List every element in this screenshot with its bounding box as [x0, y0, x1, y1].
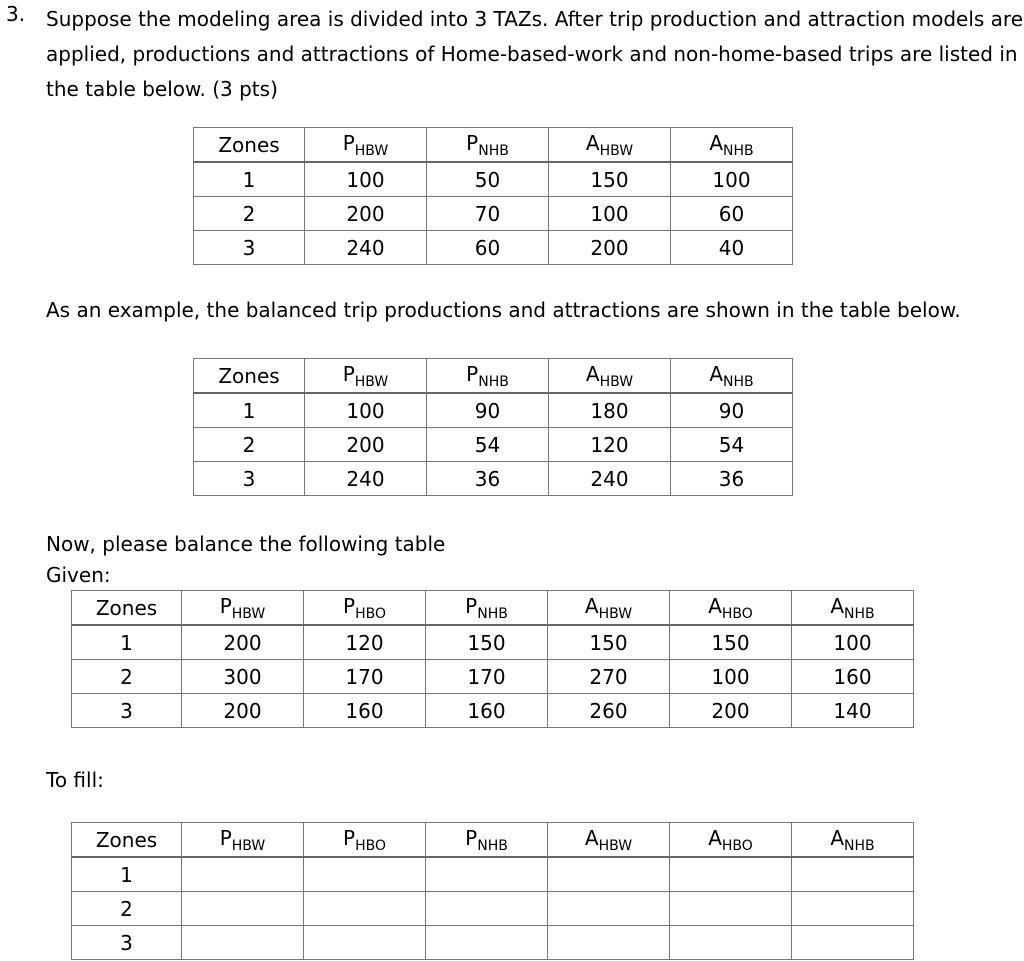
- column-header-symbol: Zones: [218, 363, 280, 388]
- value-cell: 180: [549, 393, 671, 428]
- column-header-subscript: HBO: [355, 606, 386, 622]
- column-header-subscript: NHB: [477, 838, 508, 854]
- table-row: [194, 231, 793, 265]
- value-cell: 50: [427, 162, 549, 197]
- column-header: [305, 359, 427, 394]
- question-number: 3.: [6, 2, 26, 26]
- value-cell: 160: [304, 694, 426, 728]
- value-cell: [792, 857, 914, 892]
- table-row: [194, 462, 793, 496]
- to-fill-label: To fill:: [46, 768, 104, 792]
- value-cell: [792, 926, 914, 960]
- table-row: [72, 857, 914, 892]
- column-header: [549, 359, 671, 394]
- value-cell: 60: [427, 231, 549, 265]
- table-row: [72, 660, 914, 694]
- value-cell: 200: [670, 694, 792, 728]
- column-header: [548, 591, 670, 626]
- column-header-subscript: NHB: [723, 374, 754, 390]
- value-cell: [548, 892, 670, 926]
- column-header: [182, 823, 304, 858]
- value-cell: [792, 892, 914, 926]
- value-cell: 36: [671, 462, 793, 496]
- zone-cell: 1: [72, 857, 182, 892]
- value-cell: 100: [305, 393, 427, 428]
- question-line: the table below. (3 pts): [46, 77, 278, 101]
- table-row: [72, 694, 914, 728]
- column-header-symbol: A: [585, 131, 600, 155]
- value-cell: 170: [304, 660, 426, 694]
- initial-productions-attractions-table: [193, 127, 793, 265]
- column-header: [72, 823, 182, 858]
- value-cell: [426, 926, 548, 960]
- column-header-symbol: P: [219, 594, 232, 618]
- question-text: [46, 2, 1022, 107]
- value-cell: 200: [305, 197, 427, 231]
- column-header-symbol: P: [343, 826, 356, 850]
- value-cell: [426, 857, 548, 892]
- column-header-symbol: P: [465, 826, 478, 850]
- value-cell: 54: [671, 428, 793, 462]
- value-cell: [548, 857, 670, 892]
- column-header: [670, 823, 792, 858]
- column-header-subscript: HBW: [598, 838, 633, 854]
- value-cell: [304, 926, 426, 960]
- table-row: [72, 892, 914, 926]
- value-cell: 90: [427, 393, 549, 428]
- column-header-symbol: P: [465, 594, 478, 618]
- column-header: [304, 823, 426, 858]
- value-cell: 90: [671, 393, 793, 428]
- column-header-symbol: P: [466, 362, 479, 386]
- column-header-symbol: A: [830, 826, 845, 850]
- column-header: [72, 591, 182, 626]
- column-header-subscript: HBW: [354, 143, 389, 159]
- column-header: [182, 591, 304, 626]
- value-cell: 200: [182, 694, 304, 728]
- column-header: [548, 823, 670, 858]
- value-cell: 150: [670, 625, 792, 660]
- zone-cell: 2: [194, 428, 305, 462]
- value-cell: 120: [549, 428, 671, 462]
- column-header-subscript: HBW: [599, 143, 634, 159]
- to-fill-table: [71, 822, 914, 960]
- value-cell: 100: [305, 162, 427, 197]
- column-header-subscript: HBW: [599, 374, 634, 390]
- column-header: [549, 128, 671, 163]
- column-header: [671, 128, 793, 163]
- column-header: [305, 128, 427, 163]
- value-cell: 36: [427, 462, 549, 496]
- example-text: As an example, the balanced trip productions and attractions are shown in the table below.: [46, 298, 961, 322]
- value-cell: 100: [670, 660, 792, 694]
- column-header-symbol: P: [342, 131, 355, 155]
- column-header-symbol: A: [584, 594, 599, 618]
- table-row: [72, 926, 914, 960]
- column-header-subscript: HBO: [355, 838, 386, 854]
- value-cell: 150: [548, 625, 670, 660]
- value-cell: [182, 857, 304, 892]
- column-header-subscript: NHB: [477, 606, 508, 622]
- value-cell: 240: [549, 462, 671, 496]
- zone-cell: 3: [194, 231, 305, 265]
- table-row: [72, 625, 914, 660]
- column-header: [670, 591, 792, 626]
- value-cell: [182, 892, 304, 926]
- column-header-subscript: HBW: [231, 606, 266, 622]
- zone-cell: 3: [194, 462, 305, 496]
- value-cell: 100: [549, 197, 671, 231]
- value-cell: 70: [427, 197, 549, 231]
- column-header-subscript: NHB: [723, 143, 754, 159]
- column-header-subscript: HBW: [598, 606, 633, 622]
- column-header-symbol: Zones: [95, 595, 158, 620]
- value-cell: 240: [305, 462, 427, 496]
- column-header: [426, 591, 548, 626]
- column-header-symbol: Zones: [218, 132, 280, 157]
- table-row: [194, 162, 793, 197]
- value-cell: 200: [549, 231, 671, 265]
- column-header-subscript: NHB: [844, 606, 875, 622]
- column-header-subscript: HBO: [721, 606, 753, 622]
- now-text: Now, please balance the following table: [46, 532, 446, 556]
- column-header-subscript: NHB: [478, 374, 509, 390]
- value-cell: 270: [548, 660, 670, 694]
- zone-cell: 1: [194, 393, 305, 428]
- value-cell: [670, 892, 792, 926]
- value-cell: 120: [304, 625, 426, 660]
- column-header: [427, 359, 549, 394]
- value-cell: 200: [305, 428, 427, 462]
- value-cell: [304, 892, 426, 926]
- value-cell: 160: [792, 660, 914, 694]
- given-label: Given:: [46, 563, 111, 587]
- value-cell: 150: [426, 625, 548, 660]
- zone-cell: 2: [194, 197, 305, 231]
- zone-cell: 1: [72, 625, 182, 660]
- value-cell: 54: [427, 428, 549, 462]
- question-line: Suppose the modeling area is divided into 3 TAZs. After trip production and attraction models are: [46, 7, 1024, 31]
- value-cell: 200: [182, 625, 304, 660]
- given-table: [71, 590, 914, 728]
- column-header-symbol: A: [708, 826, 722, 850]
- value-cell: 260: [548, 694, 670, 728]
- column-header-symbol: A: [709, 362, 724, 386]
- column-header-subscript: NHB: [844, 838, 875, 854]
- column-header-symbol: A: [708, 594, 722, 618]
- example-balanced-table: [193, 358, 793, 496]
- table-header-row: [72, 591, 914, 626]
- column-header-symbol: P: [219, 826, 232, 850]
- value-cell: 240: [305, 231, 427, 265]
- zone-cell: 3: [72, 694, 182, 728]
- column-header-subscript: NHB: [478, 143, 509, 159]
- column-header: [194, 359, 305, 394]
- value-cell: [548, 926, 670, 960]
- value-cell: 100: [792, 625, 914, 660]
- value-cell: 300: [182, 660, 304, 694]
- zone-cell: 1: [194, 162, 305, 197]
- column-header: [426, 823, 548, 858]
- column-header-subscript: HBW: [231, 838, 266, 854]
- column-header-symbol: A: [709, 131, 724, 155]
- column-header-symbol: A: [585, 362, 600, 386]
- value-cell: [670, 926, 792, 960]
- column-header: [792, 591, 914, 626]
- value-cell: 40: [671, 231, 793, 265]
- table-header-row: [194, 128, 793, 163]
- column-header: [194, 128, 305, 163]
- column-header: [427, 128, 549, 163]
- value-cell: [182, 926, 304, 960]
- table-header-row: [194, 359, 793, 394]
- column-header-subscript: HBW: [354, 374, 389, 390]
- column-header-symbol: A: [584, 826, 599, 850]
- table-row: [194, 393, 793, 428]
- column-header-symbol: Zones: [95, 827, 158, 852]
- value-cell: 100: [671, 162, 793, 197]
- question-line: applied, productions and attractions of Home-based-work and non-home-based trips are listed in: [46, 42, 1018, 66]
- column-header-subscript: HBO: [721, 838, 753, 854]
- value-cell: [426, 892, 548, 926]
- column-header-symbol: P: [466, 131, 479, 155]
- value-cell: 60: [671, 197, 793, 231]
- value-cell: 170: [426, 660, 548, 694]
- column-header: [671, 359, 793, 394]
- table-header-row: [72, 823, 914, 858]
- column-header: [304, 591, 426, 626]
- table-row: [194, 197, 793, 231]
- column-header-symbol: P: [342, 362, 355, 386]
- value-cell: [670, 857, 792, 892]
- value-cell: [304, 857, 426, 892]
- zone-cell: 3: [72, 926, 182, 960]
- value-cell: 140: [792, 694, 914, 728]
- zone-cell: 2: [72, 892, 182, 926]
- column-header-symbol: P: [343, 594, 356, 618]
- table-row: [194, 428, 793, 462]
- column-header-symbol: A: [830, 594, 845, 618]
- value-cell: 160: [426, 694, 548, 728]
- zone-cell: 2: [72, 660, 182, 694]
- column-header: [792, 823, 914, 858]
- value-cell: 150: [549, 162, 671, 197]
